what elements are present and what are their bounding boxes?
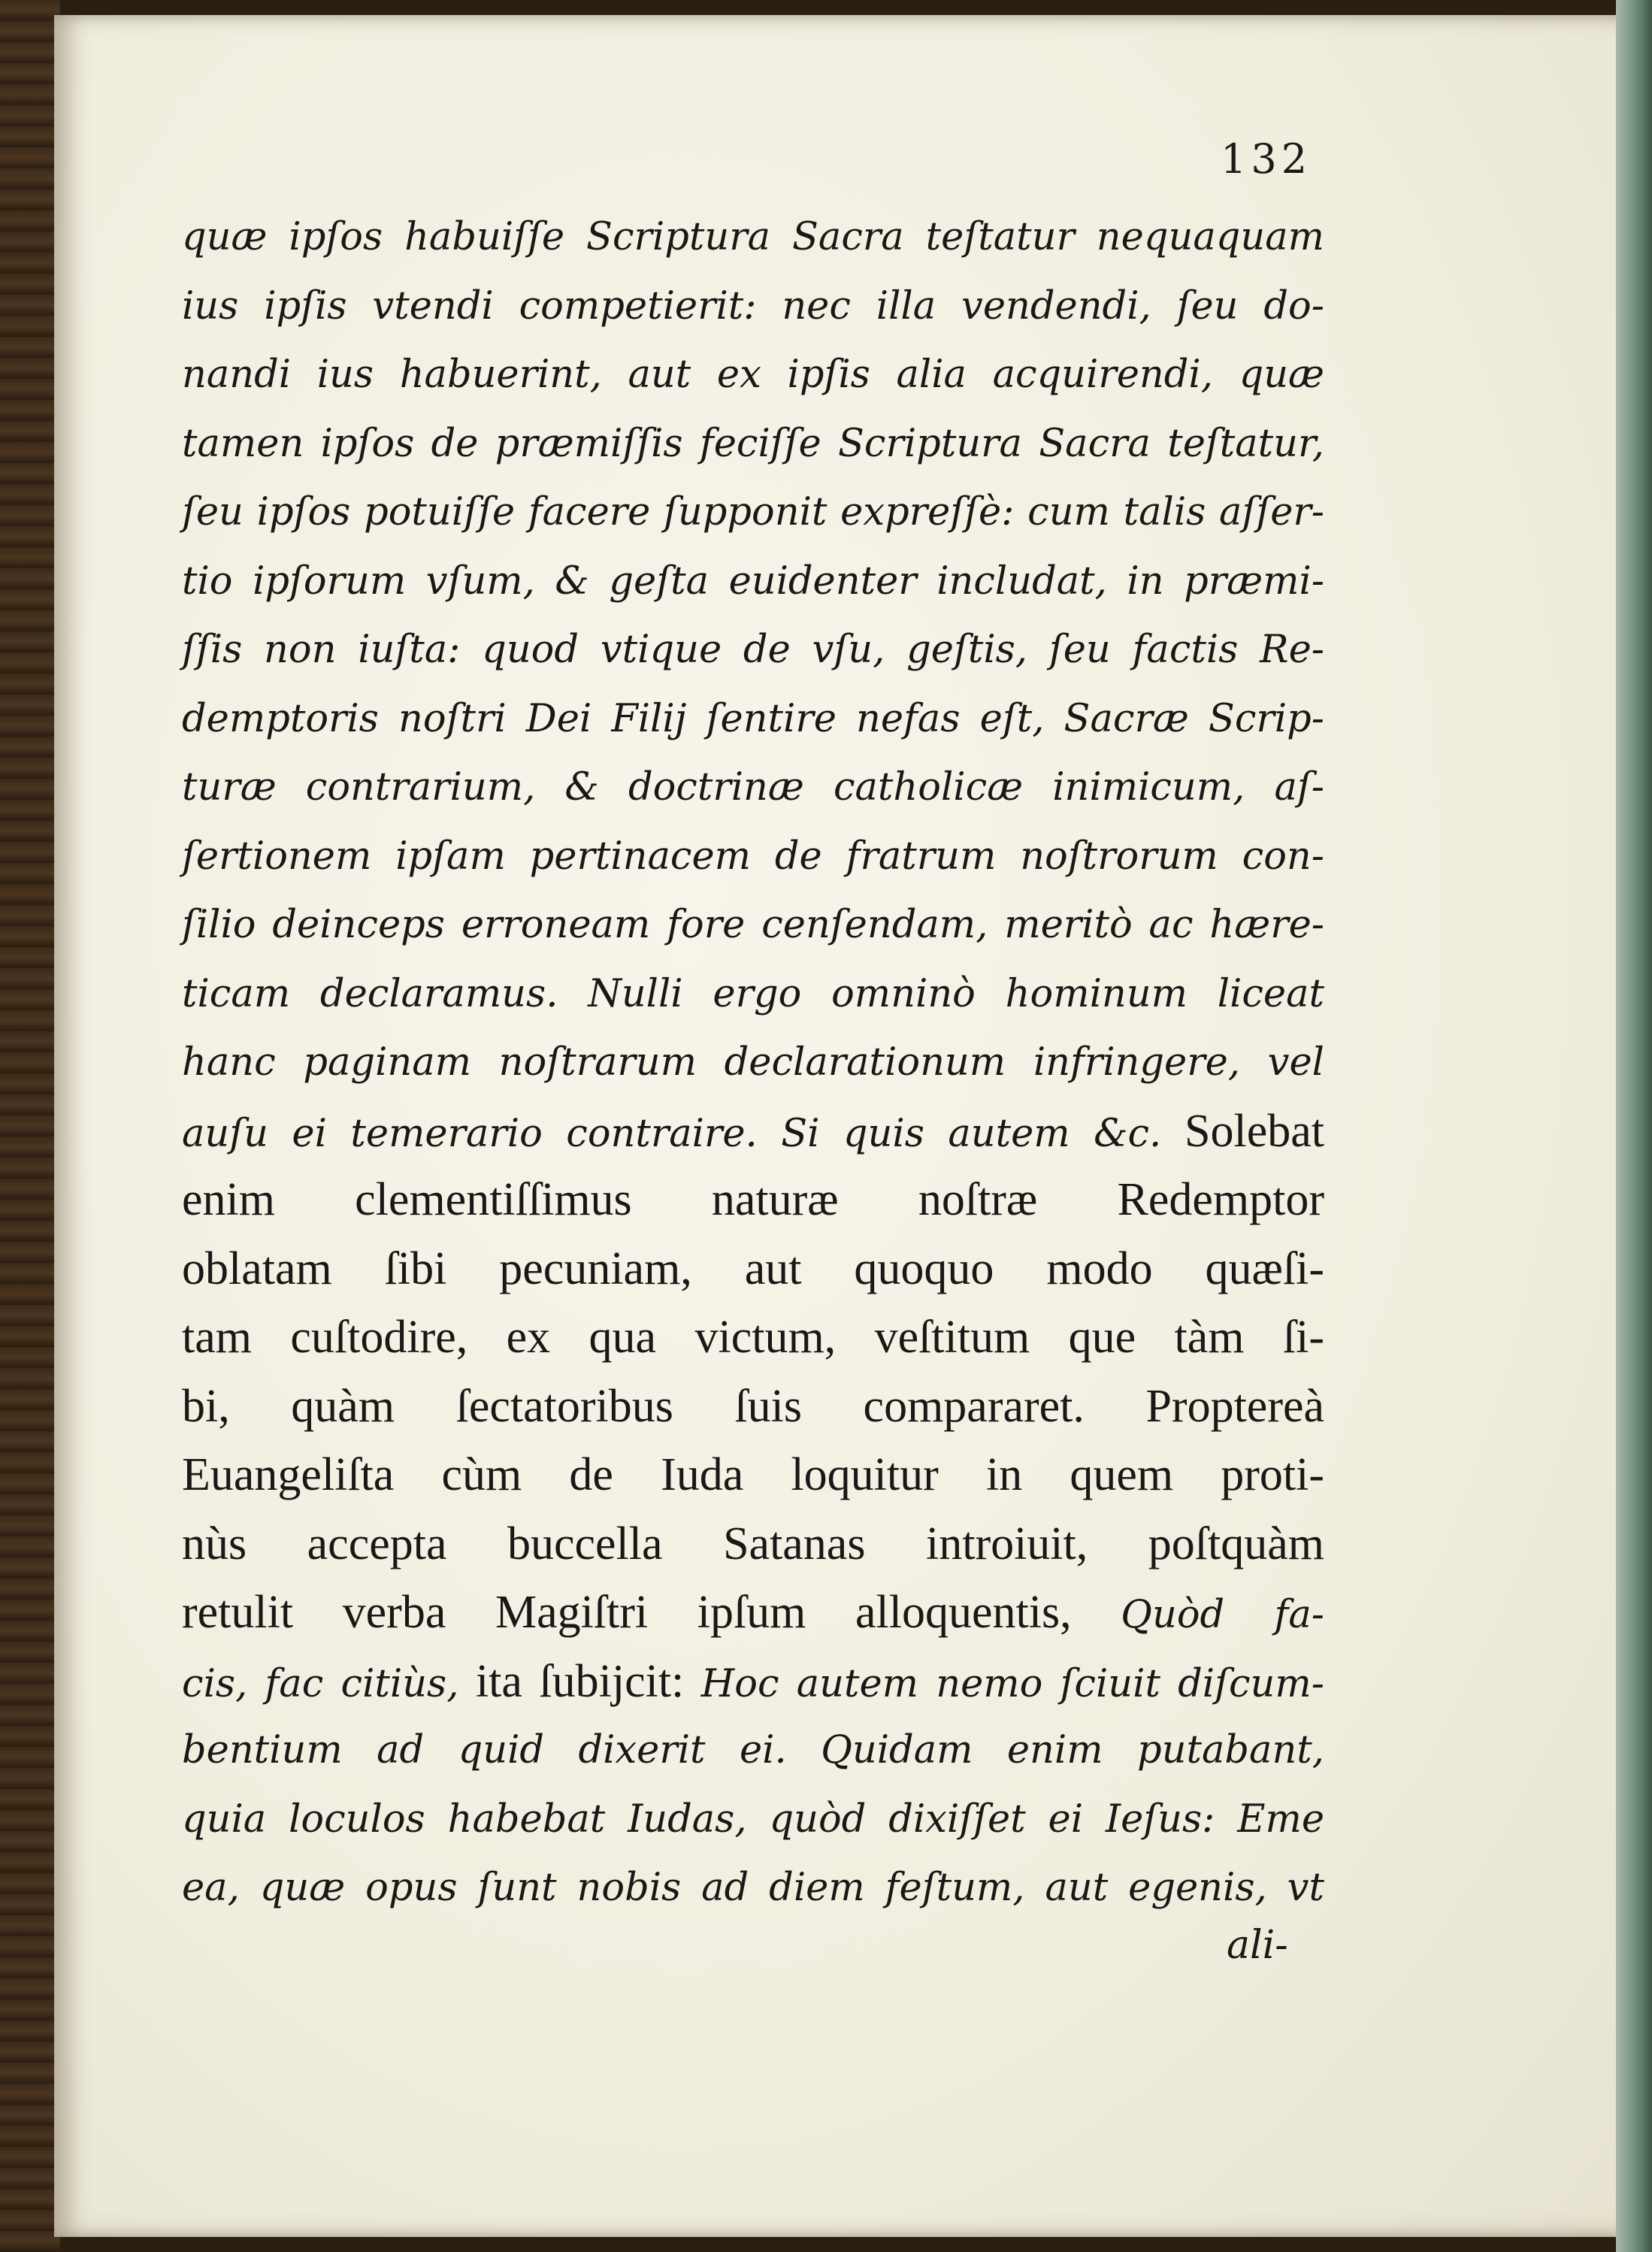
text-line (182, 272, 1324, 341)
italic-text-segment: ſeu ipſos potuiſſe facere ſupponit expreſſè: cum talis aſſer- (182, 490, 1324, 534)
italic-text-segment: tio ipſorum vſum, & geſta euidenter includat, in præmi- (182, 558, 1324, 604)
roman-text-segment: nùs accepta buccella Satanas introiuit, poſtquàm (182, 1518, 1324, 1569)
italic-text-segment: quæ ipſos habuiſſe Scriptura Sacra teſtatur nequaquam (182, 215, 1324, 259)
roman-text-segment: enim clementiſſimus naturæ noſtræ Redemptor (182, 1174, 1324, 1225)
text-line (182, 1854, 1324, 1923)
roman-text-segment: tam cuſtodire, ex qua victum, veſtitum que tàm ſi- (182, 1312, 1324, 1363)
italic-text-segment: Quòd fa- (1121, 1593, 1324, 1637)
italic-text-segment: ſertionem ipſam pertinacem de fratrum noſtrorum con- (182, 834, 1324, 879)
text-line (182, 753, 1324, 822)
text-line (182, 616, 1324, 685)
text-line (182, 1373, 1324, 1442)
italic-text-segment: turæ contrarium, & doctrinæ catholicæ inimicum, aſ- (182, 765, 1324, 810)
italic-text-segment: Hoc autem nemo ſciuit diſcum- (700, 1661, 1324, 1706)
italic-text-segment: tamen ipſos de præmiſſis feciſſe Scriptura Sacra teſtatur, (182, 421, 1324, 466)
text-line (182, 203, 1324, 272)
binding-edge (0, 0, 60, 2252)
text-line (182, 341, 1324, 410)
text-line (182, 891, 1324, 960)
text-line (182, 685, 1324, 754)
text-line (182, 1785, 1324, 1854)
italic-text-segment: nandi ius habuerint, aut ex ipſis alia acquirendi, quæ (182, 353, 1324, 397)
italic-text-segment: bentium ad quid dixerit ei. Quidam enim putabant, (182, 1728, 1324, 1772)
text-line (182, 478, 1324, 547)
roman-text-segment: Solebat (1161, 1105, 1324, 1157)
italic-text-segment: quia loculos habebat Iudas, quòd dixiſſet ei Ieſus: Eme (182, 1796, 1324, 1842)
text-line (182, 1097, 1324, 1167)
text-line (182, 1028, 1324, 1097)
text-block (182, 203, 1324, 1923)
italic-text-segment: cis, fac citiùs, (182, 1661, 459, 1706)
italic-text-segment: auſu ei temerario contraire. Si quis autem &c. (182, 1111, 1162, 1156)
text-line (182, 1235, 1324, 1304)
italic-text-segment: ſſis non iuſta: quod vtique de vſu, geſtis, ſeu factis Re- (182, 628, 1324, 672)
catchword: ali- (1227, 1923, 1288, 1968)
italic-text-segment: hanc paginam noſtrarum declarationum infringere, vel (182, 1040, 1324, 1085)
italic-text-segment: demptoris noſtri Dei Filij ſentire nefas eſt, Sacræ Scrip- (182, 696, 1324, 741)
roman-text-segment: bi, quàm ſectatoribus ſuis compararet. Proptereà (182, 1380, 1324, 1432)
page-fore-edge (1616, 0, 1652, 2252)
roman-text-segment: ita ſubijcit: (458, 1655, 701, 1707)
text-line (182, 1579, 1324, 1648)
italic-text-segment: ius ipſis vtendi competierit: nec illa vendendi, ſeu do- (182, 283, 1324, 328)
folio-number: 132 (1221, 135, 1312, 183)
roman-text-segment: Euangeliſta cùm de Iuda loquitur in quem proti- (182, 1449, 1324, 1500)
text-line (182, 1648, 1324, 1717)
text-line (182, 1716, 1324, 1785)
italic-text-segment: ea, quæ opus ſunt nobis ad diem feſtum, aut egenis, vt (182, 1866, 1324, 1910)
text-line (182, 822, 1324, 891)
text-line (182, 547, 1324, 616)
text-line (182, 1166, 1324, 1235)
italic-text-segment: ticam declaramus. Nulli ergo omninò hominum liceat (182, 971, 1324, 1016)
text-line (182, 960, 1324, 1029)
roman-text-segment: oblatam ſibi pecuniam, aut quoquo modo quæſi- (182, 1243, 1324, 1294)
text-line (182, 1441, 1324, 1510)
text-line (182, 1510, 1324, 1579)
roman-text-segment: retulit verba Magiſtri ipſum alloquentis, (182, 1587, 1121, 1638)
text-line (182, 410, 1324, 479)
italic-text-segment: ſilio deinceps erroneam fore cenſendam, meritò ac hære- (182, 903, 1324, 947)
book-page (54, 15, 1632, 2237)
text-line (182, 1303, 1324, 1373)
